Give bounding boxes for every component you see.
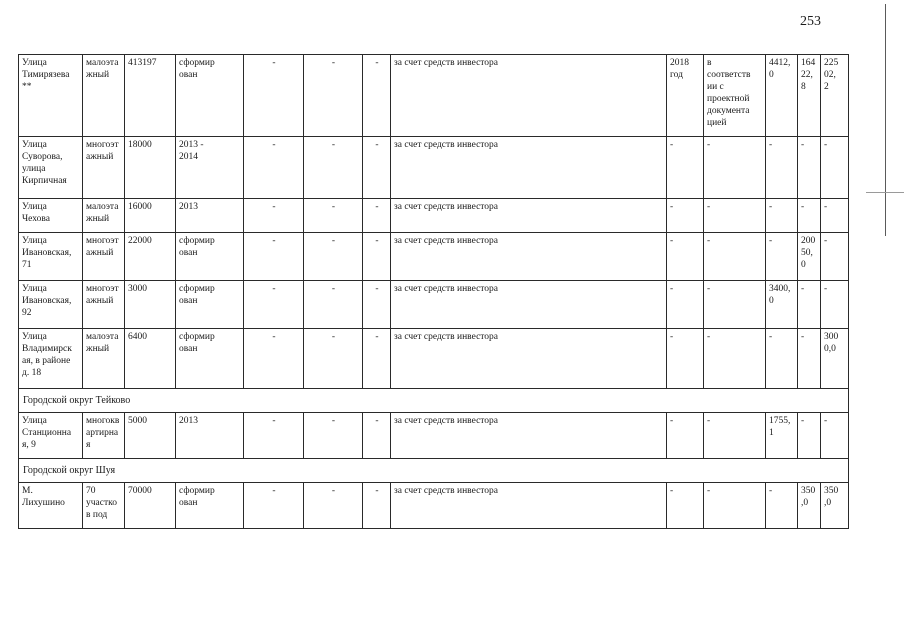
value-cell-1: - [766,233,798,281]
group-header-row [19,459,849,483]
value-cell-1: 1755, 1 [766,413,798,459]
dash-cell: - [363,483,391,529]
value-cell-2: 164 22, 8 [798,55,821,137]
status-cell: 2013 [176,199,244,233]
dash-cell: - [304,483,363,529]
table-body [19,55,849,529]
dash-cell: - [363,137,391,199]
street-cell: Улица Суворова, улица Кирпичная [19,137,83,199]
value-cell-3: - [821,233,849,281]
value-cell-1: - [766,329,798,389]
note-cell: - [704,199,766,233]
note-cell: - [704,137,766,199]
status-cell: сформир ован [176,233,244,281]
value-cell-2: - [798,281,821,329]
year-cell: - [667,137,704,199]
note-cell: - [704,281,766,329]
table-row [19,281,849,329]
street-cell: Улица Владимирск ая, в районе д. 18 [19,329,83,389]
dash-cell: - [363,413,391,459]
housing-type-cell: малоэта жный [83,55,125,137]
group-header-row [19,389,849,413]
dash-cell: - [244,55,304,137]
funding-source-cell: за счет средств инвестора [391,413,667,459]
value-cell-1: - [766,199,798,233]
dash-cell: - [304,281,363,329]
street-cell: Улица Чехова [19,199,83,233]
district-label: Городской округ Тейково [19,389,849,413]
dash-cell: - [244,233,304,281]
value-cell-3: - [821,199,849,233]
status-cell: 2013 [176,413,244,459]
status-cell: 2013 - 2014 [176,137,244,199]
year-cell: - [667,483,704,529]
status-cell: сформир ован [176,329,244,389]
housing-type-cell: малоэта жный [83,199,125,233]
dash-cell: - [244,281,304,329]
area-cell: 70000 [125,483,176,529]
street-cell: Улица Ивановская, 71 [19,233,83,281]
area-cell: 16000 [125,199,176,233]
area-cell: 5000 [125,413,176,459]
dash-cell: - [363,329,391,389]
street-cell: Улица Тимирязева ** [19,55,83,137]
status-cell: сформир ован [176,483,244,529]
dash-cell: - [304,233,363,281]
value-cell-1: - [766,137,798,199]
table-row [19,329,849,389]
funding-source-cell: за счет средств инвестора [391,483,667,529]
status-cell: сформир ован [176,55,244,137]
dash-cell: - [304,55,363,137]
table-row [19,137,849,199]
dash-cell: - [363,281,391,329]
note-cell: - [704,483,766,529]
funding-source-cell: за счет средств инвестора [391,137,667,199]
area-cell: 413197 [125,55,176,137]
note-cell: в соответств ии с проектной документа цией [704,55,766,137]
value-cell-2: 350 ,0 [798,483,821,529]
funding-source-cell: за счет средств инвестора [391,329,667,389]
dash-cell: - [244,483,304,529]
street-cell: Улица Станционна я, 9 [19,413,83,459]
scan-margin-line [885,4,886,236]
dash-cell: - [244,137,304,199]
note-cell: - [704,413,766,459]
value-cell-1: - [766,483,798,529]
value-cell-3: 225 02, 2 [821,55,849,137]
value-cell-3: 300 0,0 [821,329,849,389]
housing-type-cell: многоэт ажный [83,137,125,199]
funding-source-cell: за счет средств инвестора [391,233,667,281]
dash-cell: - [363,199,391,233]
district-label: Городской округ Шуя [19,459,849,483]
value-cell-3: 350 ,0 [821,483,849,529]
street-cell: М. Лихушино [19,483,83,529]
dash-cell: - [244,329,304,389]
dash-cell: - [304,137,363,199]
dash-cell: - [244,199,304,233]
funding-source-cell: за счет средств инвестора [391,55,667,137]
dash-cell: - [304,329,363,389]
street-cell: Улица Ивановская, 92 [19,281,83,329]
table-row [19,55,849,137]
housing-type-cell: малоэта жный [83,329,125,389]
dash-cell: - [304,413,363,459]
note-cell: - [704,329,766,389]
year-cell: - [667,413,704,459]
page-number: 253 [800,14,821,29]
scan-margin-tick [866,192,904,193]
area-cell: 6400 [125,329,176,389]
land-plots-table [18,54,849,529]
year-cell: - [667,199,704,233]
area-cell: 3000 [125,281,176,329]
value-cell-3: - [821,281,849,329]
table-row [19,233,849,281]
table-row [19,483,849,529]
value-cell-1: 3400, 0 [766,281,798,329]
funding-source-cell: за счет средств инвестора [391,199,667,233]
year-cell: - [667,281,704,329]
dash-cell: - [244,413,304,459]
year-cell: 2018 год [667,55,704,137]
housing-type-cell: многоэт ажный [83,233,125,281]
value-cell-3: - [821,413,849,459]
area-cell: 18000 [125,137,176,199]
value-cell-2: - [798,329,821,389]
year-cell: - [667,233,704,281]
table-row [19,413,849,459]
funding-source-cell: за счет средств инвестора [391,281,667,329]
value-cell-2: - [798,137,821,199]
housing-type-cell: 70 участко в под [83,483,125,529]
housing-type-cell: многоэт ажный [83,281,125,329]
year-cell: - [667,329,704,389]
value-cell-2: 200 50, 0 [798,233,821,281]
value-cell-2: - [798,413,821,459]
value-cell-3: - [821,137,849,199]
area-cell: 22000 [125,233,176,281]
dash-cell: - [363,55,391,137]
housing-type-cell: многокв артирна я [83,413,125,459]
value-cell-1: 4412, 0 [766,55,798,137]
status-cell: сформир ован [176,281,244,329]
dash-cell: - [363,233,391,281]
dash-cell: - [304,199,363,233]
note-cell: - [704,233,766,281]
value-cell-2: - [798,199,821,233]
table-row [19,199,849,233]
